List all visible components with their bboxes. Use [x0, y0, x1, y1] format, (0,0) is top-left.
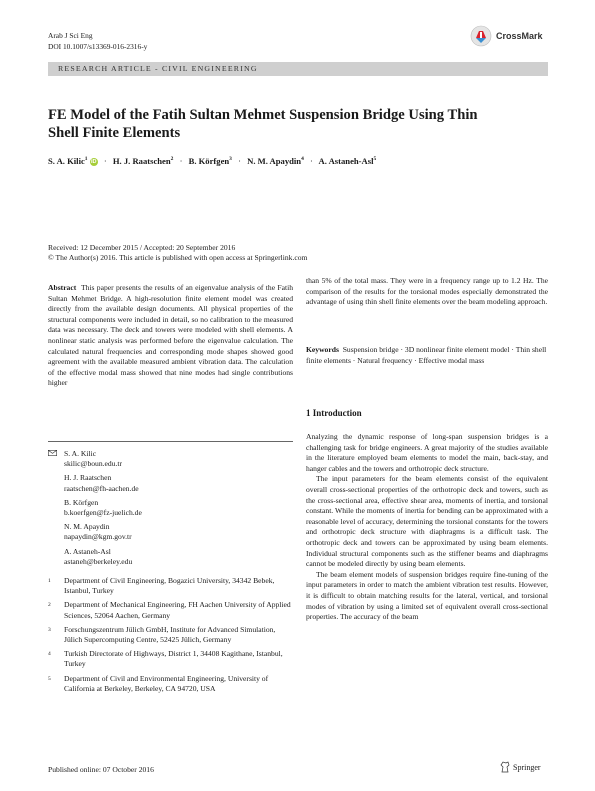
keywords-heading: Keywords [306, 345, 339, 354]
keywords-block [306, 345, 548, 366]
contact-email[interactable]: raatschen@fh-aachen.de [64, 483, 139, 493]
article-dates [48, 243, 307, 263]
section-heading-introduction: 1 Introduction [306, 408, 362, 418]
contact-name: N. M. Apaydin [64, 522, 110, 532]
affiliation: 1 Department of Civil Engineering, Bogazici University, 34342 Bebek, Istanbul, Turkey [48, 576, 275, 596]
contact-entry [48, 547, 293, 567]
author[interactable]: B. Körfgen$^3$ [188, 156, 232, 166]
contact-entry [48, 449, 293, 469]
paragraph: The beam element models of suspension bridges require fine-tuning of the input parameters in order to match the ambient vibration test results. However, it is difficult to obtain matching results for the lateral, vertical, and torsional modes of vibration by using a limited set of equivalent overall cross-sectional properties. The accuracy of the beam [306, 569, 548, 622]
introduction-body [306, 432, 548, 623]
contact-name: S. A. Kilic [64, 449, 97, 458]
author-list [48, 156, 568, 166]
contact-name: B. Körfgen [64, 497, 99, 507]
contact-email[interactable]: b.koerfgen@fz-juelich.de [64, 508, 142, 518]
abstract-continued [306, 276, 548, 308]
section-label: RESEARCH ARTICLE - CIVIL ENGINEERING [58, 64, 258, 73]
publisher-logo [500, 761, 541, 773]
abstract-heading: Abstract [48, 283, 77, 292]
author-separator: · [238, 156, 241, 166]
author[interactable]: A. Astaneh-Asl$^5$ [318, 156, 377, 166]
author[interactable]: N. M. Apaydin$^4$ [247, 156, 304, 166]
contact-email[interactable]: skilic@boun.edu.tr [64, 459, 123, 469]
crossmark-badge[interactable] [470, 22, 552, 50]
author-separator: · [103, 156, 107, 166]
springer-horse-icon [500, 761, 510, 773]
abstract-text-right: than 5% of the total mass. They were in a frequency range up to 1.2 Hz. The comparison of the results for the torsional modes especially demonstrated the advantage of using thin shell finite elements over the beam modeling approach. [306, 276, 548, 307]
paragraph: Analyzing the dynamic response of long-span suspension bridges is a challenging task for bridge engineers. A great majority of the studies available in the literature employed beam elements to model the main, back-stay, and hanger cables and the towers and orthotropic deck structure. [306, 432, 548, 473]
contact-entry [48, 498, 293, 518]
correspondence-block [48, 449, 293, 698]
keywords-list: Suspension bridge · 3D nonlinear finite element model · Thin shell finite elements · Natural frequency · Effective modal mass [306, 345, 547, 365]
author[interactable]: H. J. Raatschen$^2$ [112, 156, 174, 166]
crossmark-label: CrossMark [496, 31, 543, 41]
affiliation: 4 Turkish Directorate of Highways, District 1, 34408 Kagithane, Istanbul, Turkey [48, 649, 283, 669]
contact-entry [48, 473, 293, 493]
article-title: FE Model of the Fatih Sultan Mehmet Suspension Bridge Using Thin Shell Finite Elements [48, 107, 478, 141]
author-separator: · [309, 156, 313, 166]
affiliation: 2 Department of Mechanical Engineering, FH Aachen University of Applied Sciences, 52064 Aachen, Germany [48, 600, 291, 620]
envelope-icon [48, 450, 57, 456]
abstract-text-left: This paper presents the results of an eigenvalue analysis of the Fatih Sultan Mehmet Bridge. A high-resolution finite element model was created directly from the available design documents. All physical properties of the structural components were included in detail, so no calibration to the measured data was necessary. The deck and towers were modeled with shell elements. A nonlinear static analysis was performed before the eigenvalue calculation. The calculated natural frequencies and corresponding mode shapes showed good agreement with the available measured ambient vibration data. The calculation of the effective modal mass showed that nine modes had single contributions higher [48, 283, 294, 388]
contact-entry [48, 522, 293, 542]
contact-name: A. Astaneh-Asl [64, 546, 111, 556]
abstract [48, 283, 293, 389]
affiliation: 3 Forschungszentrum Jülich GmbH, Institute for Advanced Simulation, Jülich Supercomputing Centre, 52425 Jülich, Germany [48, 624, 276, 645]
contact-email[interactable]: napaydin@kgm.gov.tr [64, 532, 132, 542]
author-separator: · [179, 156, 183, 166]
journal-header [48, 30, 147, 52]
journal-doi[interactable]: DOI 10.1007/s13369-016-2316-y [48, 42, 148, 51]
open-access-notice: © The Author(s) 2016. This article is published with open access at Springerlink.com [48, 253, 308, 263]
published-online: Published online: 07 October 2016 [48, 765, 154, 774]
section-banner [48, 62, 548, 76]
paragraph: The input parameters for the beam elements consist of the equivalent overall cross-sectional properties of the orthotropic deck and towers, such as the cross-sectional area, effective shear area, moments of inertia, and torsional constant. While the moments of inertia for bending can be approximated with a reasonable level of accuracy, determining the torsional constants for the towers and orthotropic deck structure with diaphragms is a difficult task. The orthotropic deck and towers can be approximated by using beam elements. Individual structural components such as the stiffener beams and diaphragms cannot be modeled directly by using beam elements. [306, 474, 548, 569]
received-accepted: Received: 12 December 2015 / Accepted: 20 September 2016 [48, 243, 236, 252]
author[interactable]: S. A. Kilic$^1$ [48, 156, 88, 166]
orcid-icon[interactable]: iD [90, 159, 97, 166]
affiliation: 5 Department of Civil and Environmental Engineering, University of California at Berkeley, Berkeley, CA 94720, USA [48, 673, 269, 693]
contact-email[interactable]: astaneh@berkeley.edu [64, 556, 133, 566]
journal-name: Arab J Sci Eng [48, 31, 93, 40]
footnote-divider [48, 441, 293, 442]
contact-name: H. J. Raatschen [64, 473, 112, 483]
crossmark-icon [470, 25, 492, 47]
publisher-name: Springer [513, 762, 541, 772]
